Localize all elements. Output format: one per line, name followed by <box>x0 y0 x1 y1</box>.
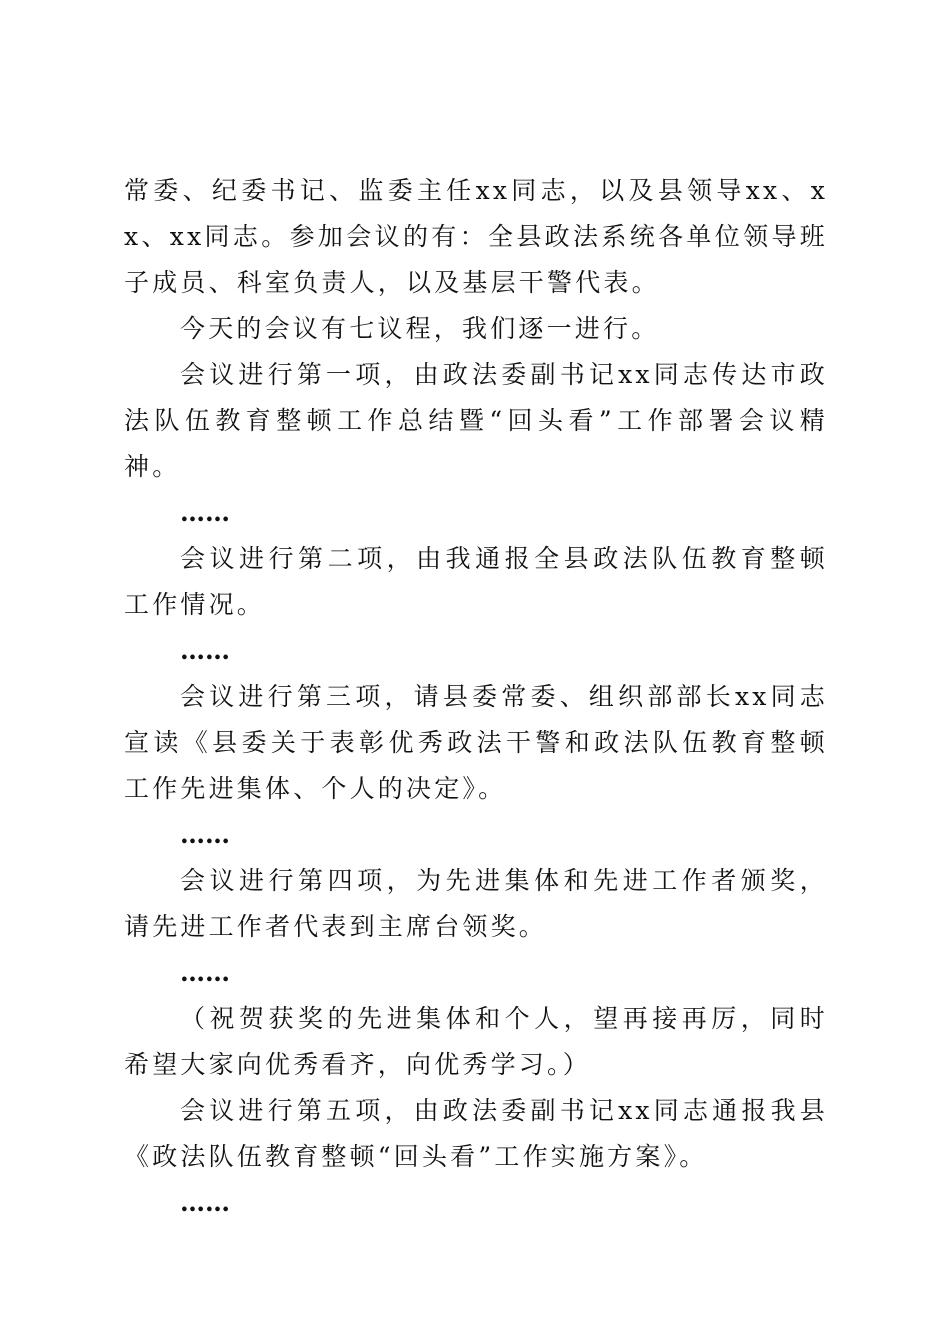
ellipsis-3: …… <box>180 820 230 849</box>
paragraph-item-3: 会议进行第三项，请县委常委、组织部部长xx同志宣读《县委关于表彰优秀政法干警和政法队伍教育整顿工作先进集体、个人的决定》。 <box>124 682 828 803</box>
paragraph-congratulations: （祝贺获奖的先进集体和个人，望再接再厉，同时希望大家向优秀看齐，向优秀学习。） <box>124 1004 828 1079</box>
paragraph-agenda-intro: 今天的会议有七议程，我们逐一进行。 <box>180 314 660 343</box>
paragraph-item-4: 会议进行第四项，为先进集体和先进工作者颁奖，请先进工作者代表到主席台领奖。 <box>124 866 828 941</box>
paragraph-attendees: 常委、纪委书记、监委主任xx同志，以及县领导xx、xx、xx同志。参加会议的有：全县政法系统各单位领导班子成员、科室负责人，以及基层干警代表。 <box>124 176 828 297</box>
ellipsis-1: …… <box>180 498 230 527</box>
ellipsis-2: …… <box>180 636 230 665</box>
paragraph-item-5: 会议进行第五项，由政法委副书记xx同志通报我县《政法队伍教育整顿“回头看”工作实施方案》。 <box>124 1096 828 1171</box>
ellipsis-5: …… <box>180 1188 230 1217</box>
paragraph-item-1: 会议进行第一项，由政法委副书记xx同志传达市政法队伍教育整顿工作总结暨“回头看”工作部署会议精神。 <box>124 360 828 481</box>
ellipsis-4: …… <box>180 958 230 987</box>
paragraph-item-2: 会议进行第二项，由我通报全县政法队伍教育整顿工作情况。 <box>124 544 828 619</box>
document-body <box>124 168 828 1226</box>
